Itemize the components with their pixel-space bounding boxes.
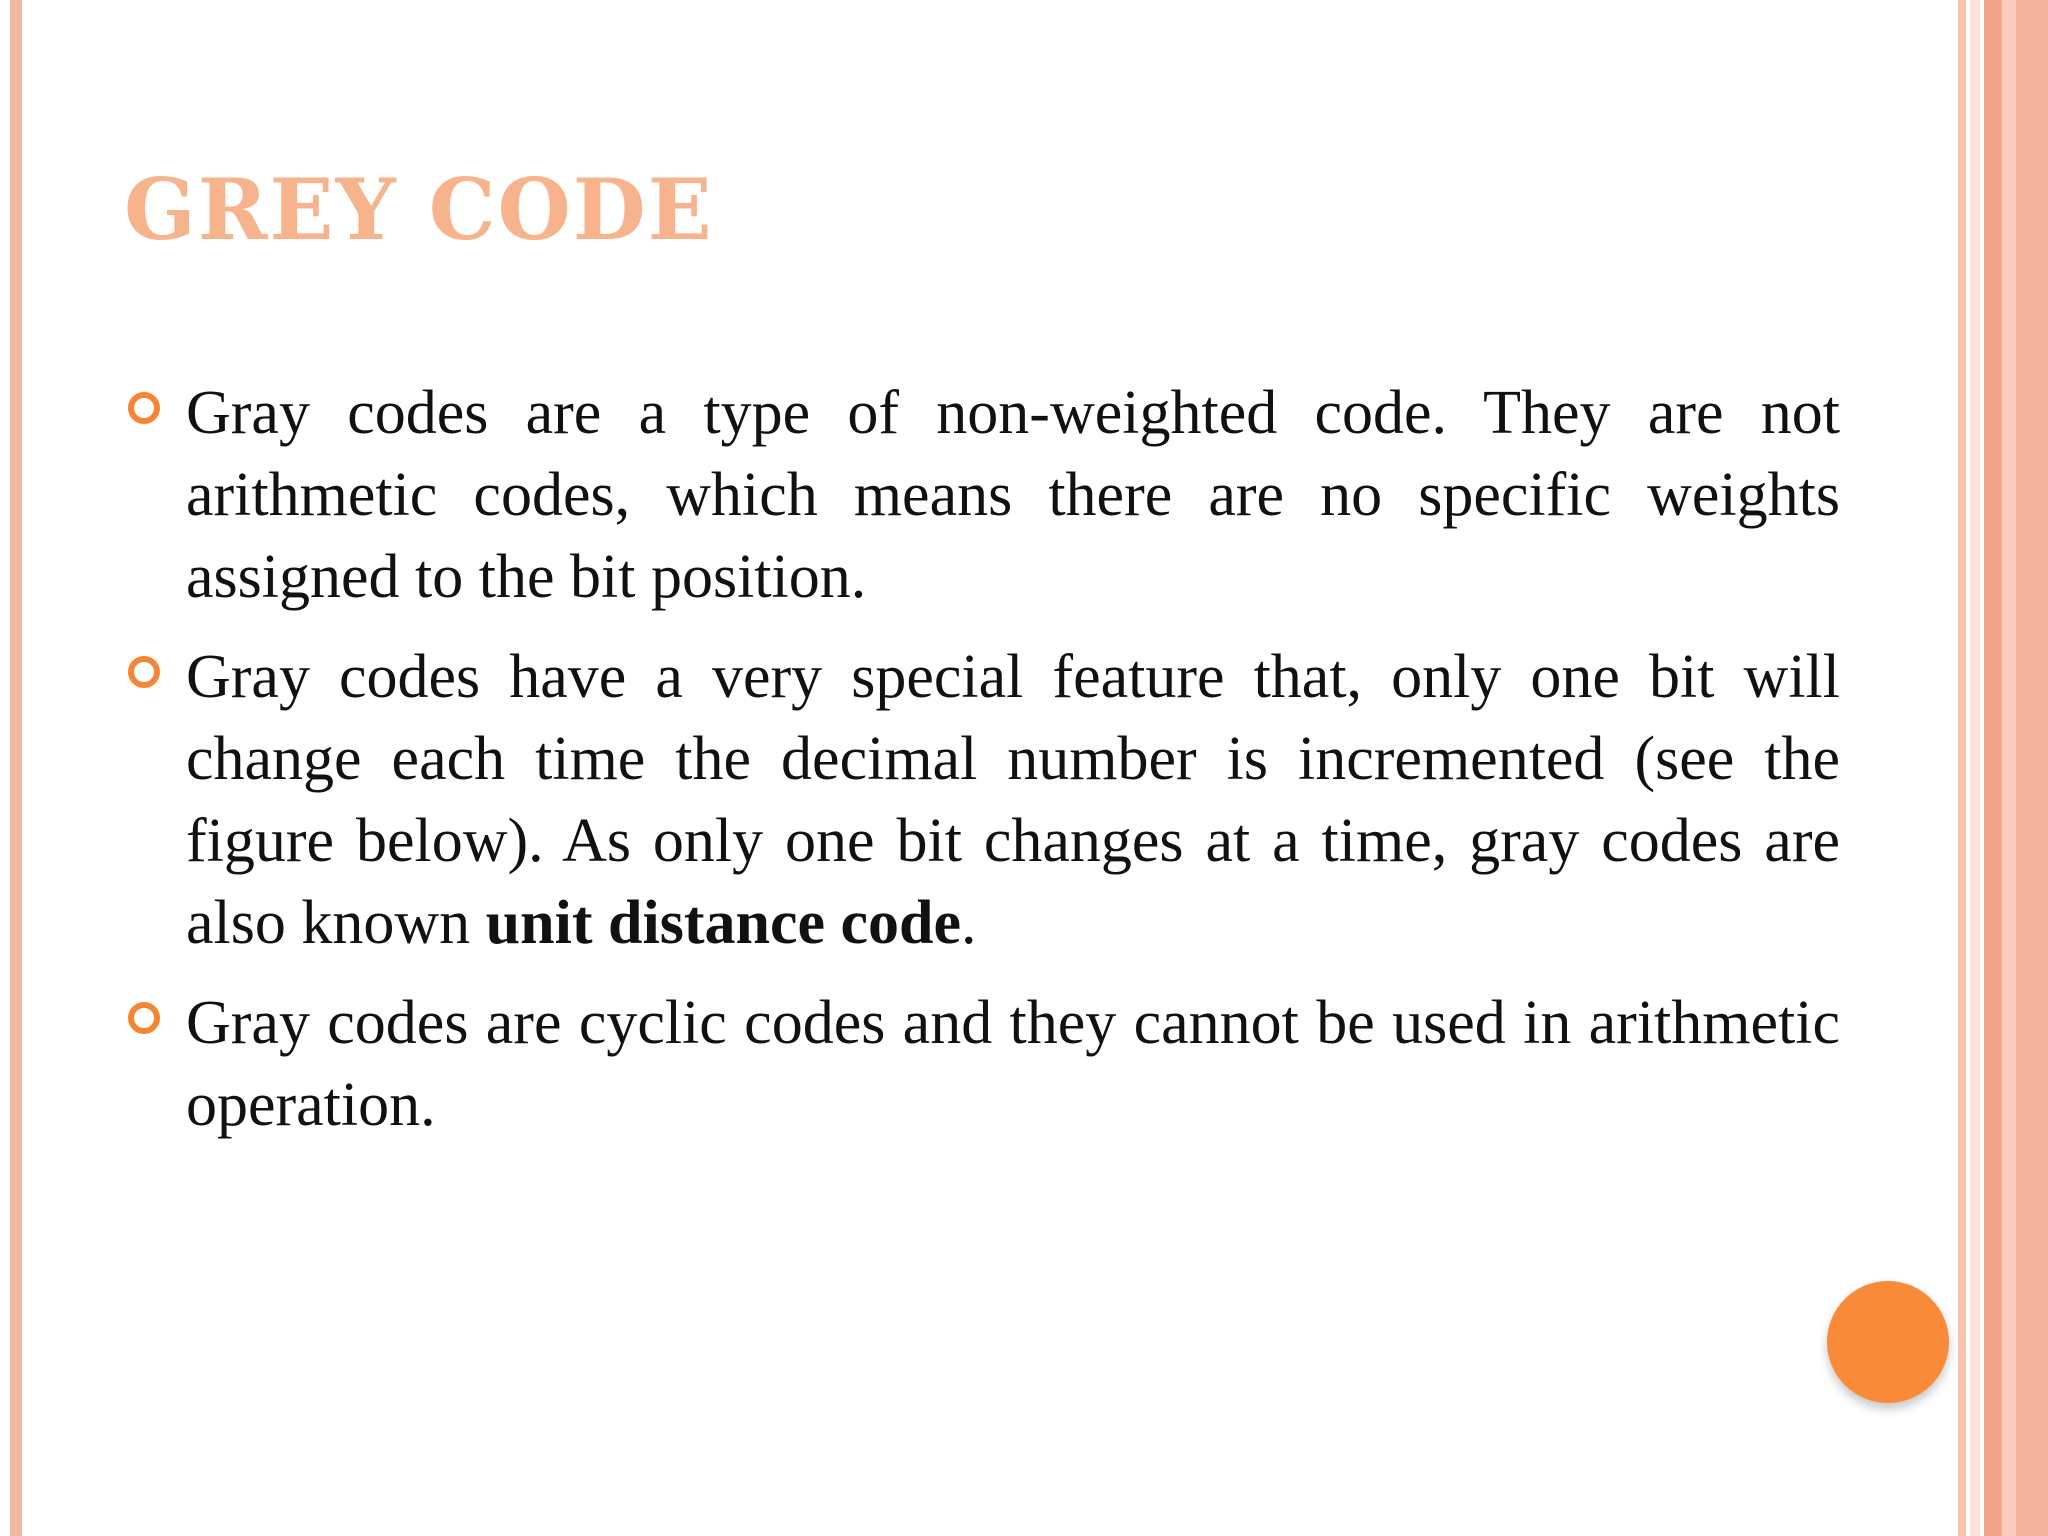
bullet-text-end: . — [961, 889, 977, 957]
ring-bullet-icon — [128, 1002, 160, 1034]
right-border-stripe — [1970, 0, 1980, 1536]
left-border-stripe — [10, 0, 22, 1536]
orange-circle-icon[interactable] — [1827, 1281, 1949, 1403]
bullet-list — [128, 372, 1840, 1164]
right-border-stripe — [1958, 0, 1966, 1536]
bullet-text: Gray codes are a type of non-weighted code. They are not arithmetic codes, which means there are no specific weights assigned to the bit position. — [186, 379, 1840, 611]
slide-title: GREY CODE — [124, 160, 714, 259]
right-border-stripe — [1984, 0, 2002, 1536]
bold-term: unit distance code — [485, 889, 962, 957]
bullet-text: Gray codes are cyclic codes and they cannot be used in arithmetic operation. — [186, 989, 1840, 1139]
bullet-item — [128, 982, 1840, 1146]
bullet-item — [128, 372, 1840, 618]
right-border-stripe — [2002, 0, 2016, 1536]
bullet-text: Gray codes have a very special feature that, only one bit will change each time the decimal number is incremented (see the figure below). As only one bit changes at a time, gray codes are also known — [186, 643, 1840, 957]
right-border-stripe — [2016, 0, 2048, 1536]
bullet-item — [128, 636, 1840, 964]
ring-bullet-icon — [128, 656, 160, 688]
ring-bullet-icon — [128, 392, 160, 424]
